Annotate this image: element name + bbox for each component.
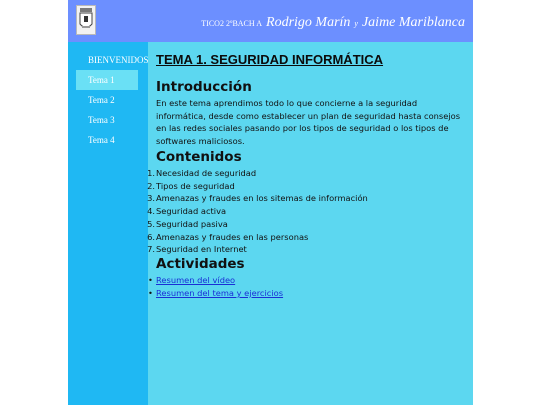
list-item: 6. Amenazas y fraudes en las personas — [147, 231, 309, 242]
bullet-icon: • — [148, 288, 153, 298]
contents-heading: Contenidos — [156, 149, 242, 165]
sidebar-item-tema-2[interactable]: Tema 2 — [88, 95, 115, 105]
sidebar-item-tema-1[interactable]: Tema 1 — [76, 70, 138, 90]
list-item: 5. Seguridad pasiva — [147, 218, 228, 229]
school-logo — [76, 5, 96, 35]
site-header — [68, 0, 473, 42]
activities-heading: Actividades — [156, 256, 245, 272]
list-item: 7. Seguridad en Internet — [147, 244, 247, 255]
link-video-summary[interactable]: Resumen del vídeo — [156, 275, 236, 285]
sidebar-item-tema-4[interactable]: Tema 4 — [88, 135, 115, 145]
contents-list — [147, 167, 368, 256]
bullet-icon: • — [148, 275, 153, 285]
list-item: 3. Amenazas y fraudes en los sitemas de información — [147, 193, 368, 204]
page-title: TEMA 1. SEGURIDAD INFORMÁTICA — [156, 52, 384, 67]
link-topic-summary[interactable]: Resumen del tema y ejercicios — [156, 288, 284, 298]
site-title — [201, 13, 465, 31]
author-1: Rodrigo Marín — [266, 15, 351, 30]
sidebar-item-bienvenidos[interactable]: BIENVENIDOS — [88, 55, 149, 65]
list-item: 4. Seguridad activa — [147, 206, 227, 217]
course-label: TICO2 2ºBACH A — [201, 19, 263, 28]
activities-list — [148, 274, 284, 300]
intro-heading: Introducción — [156, 79, 252, 95]
author-2: Jaime Mariblanca — [361, 15, 465, 30]
main-content — [148, 42, 473, 405]
list-item: 1. Necesidad de seguridad — [147, 168, 257, 178]
author-connector: y — [354, 19, 358, 28]
page-container — [68, 0, 473, 405]
sidebar-nav — [68, 42, 148, 405]
list-item — [148, 287, 284, 300]
list-item: 2. Tipos de seguridad — [147, 180, 235, 191]
sidebar-item-tema-3[interactable]: Tema 3 — [88, 115, 115, 125]
intro-paragraph: En este tema aprendimos todo lo que concierne a la seguridad informática, desde como establecer un plan de seguridad hasta consejos en las redes sociales pasando por los tipos de seguridad o los tipos de softwares maliciosos. — [156, 98, 461, 146]
list-item — [148, 274, 283, 287]
